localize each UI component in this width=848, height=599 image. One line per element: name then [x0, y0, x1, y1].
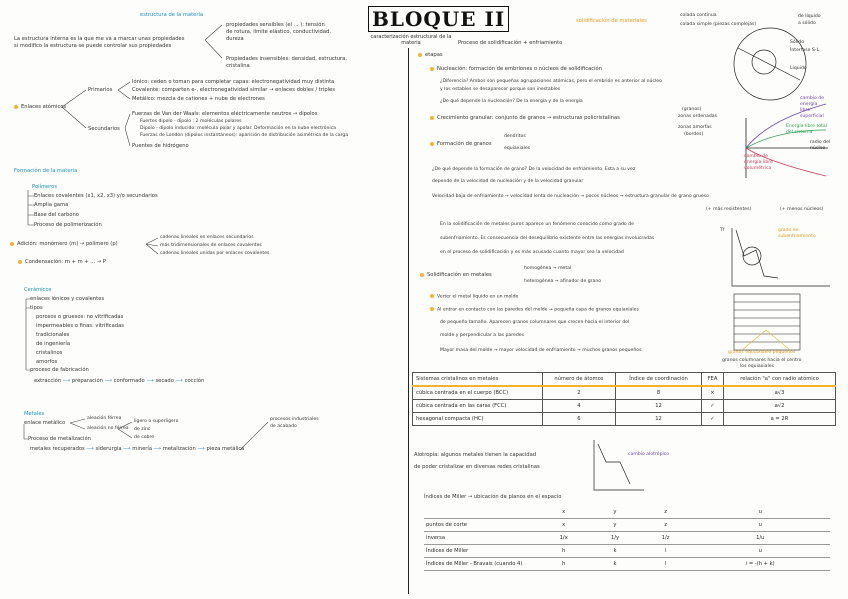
- paso-secado: secado: [155, 378, 174, 384]
- nucleus-diagram: [734, 28, 806, 100]
- connector-enlaces: [62, 90, 86, 128]
- table-row: cúbica centrada en las caras (FCC) 4 12 ✓ a√2: [413, 400, 836, 413]
- connector-adicion: [146, 238, 158, 254]
- label-columnares-1: granos columnares hacia el centro: [722, 358, 802, 363]
- metales-heterogenea: heterogénea → afinador de grano: [524, 279, 602, 284]
- polimeros-proceso: Proceso de polimerización: [34, 222, 102, 228]
- connector-propiedades: [205, 25, 222, 58]
- adicion-branch-2: más tridimensionales de enlaces covalentes: [160, 243, 262, 248]
- primarios-label: Primarios: [88, 87, 113, 93]
- polimeros-enlaces: Enlaces covalentes (x1, x2, x3) y/o secundarios: [34, 193, 158, 199]
- miller-heading: Índices de Miller → ubicación de planos en el espacio: [424, 494, 562, 500]
- primarios-covalente: Covalente: comparten e-, electronegatividad similar → enlaces dobles / triples: [132, 87, 335, 93]
- solid-result-1: de líquido: [798, 14, 821, 19]
- polimeros-heading: Polímeros: [32, 184, 58, 190]
- formacion-dendritos: dendritos: [504, 134, 526, 139]
- nucleacion-q-2: y los estables se desaparecer porque son inestables: [440, 87, 561, 92]
- secundarios-label: Secundarios: [88, 126, 120, 132]
- table-row: Índices de Miller h k l u: [424, 545, 830, 558]
- metales-heading: Metales: [24, 411, 45, 417]
- solid-branch-continua: colada continua: [680, 13, 717, 18]
- miller-table: [424, 506, 830, 571]
- label-interfase: Interfase S-L: [790, 48, 820, 53]
- metales-ligero: ligero o superligero: [134, 419, 179, 424]
- mold-diagram: [734, 294, 800, 350]
- metales-no-ferrea: aleación no férrea: [87, 426, 129, 431]
- formacion-heading: Formación de la materia: [14, 168, 78, 174]
- label-radio-2: núcleo: [810, 146, 826, 151]
- puentes-hidrogeno: Puentes de hidrógeno: [132, 143, 189, 149]
- ceramicos-heading: Cerámicos: [24, 287, 52, 293]
- label-cambio-vol-2: energía libre: [744, 160, 773, 165]
- label-columnares-2: los equiaxiales: [740, 364, 774, 369]
- table-header: número de átomos: [542, 373, 615, 387]
- paso-coccion: cocción: [184, 378, 205, 384]
- secundarios-inducido: Dipolo - dipolo inducido: molécula polar y apolar. Deformación en la nube electrónica: [140, 126, 336, 131]
- connector-ceramicos: [26, 299, 30, 370]
- adicion-branch-3: cadenas lineales unidas por enlaces covalentes: [160, 251, 270, 256]
- nucleacion: Nucleación: formación de embriones o núcleos de solidificación: [430, 66, 602, 73]
- table-header-row: x y z u: [424, 506, 830, 519]
- alotropia-2: de poder cristalizar en diversas redes cristalinas: [414, 464, 540, 470]
- subenfriamiento-1: En la solidificación de metales puros aparece un fenómeno conocido como grado de: [440, 222, 634, 227]
- enlaces-label: Enlaces atómicos: [14, 104, 66, 111]
- prop-sensibles-2: de rotura, límite elástico, conductividad,: [226, 29, 331, 35]
- paso-conformado: conformado: [113, 378, 145, 384]
- secundarios-vdw: Fuerzas de Van der Waals: elementos eléctricamente neutros → dipolos: [132, 111, 318, 117]
- solid-result-2: a sólido: [798, 21, 816, 26]
- metales-zinc: de zinc: [134, 427, 151, 432]
- prop-insensibles-1: Propiedades insensibles: densidad, estructura,: [226, 56, 348, 62]
- connector-aleaciones: [118, 422, 132, 438]
- ceramicos-proceso: proceso de fabricación: [30, 367, 89, 373]
- label-solido: Sólido: [790, 40, 805, 45]
- metales-industriales-1: procesos industriales: [270, 417, 319, 422]
- prop-sensibles-1: propiedades sensibles (el ... ): tensión: [226, 22, 325, 28]
- cambio-alotropico: cambio alotrópico: [628, 452, 670, 457]
- formacion-equiaxiales: equiaxiales: [504, 146, 531, 151]
- connector-metales: [24, 419, 85, 439]
- primarios-ionico: Iónico: ceden o toman para completar capas: electronegatividad muy distinta: [132, 79, 335, 85]
- crecimiento-ordenadas: zonas ordenadas: [678, 114, 718, 119]
- prop-sensibles-3: dureza: [226, 36, 244, 42]
- label-cambio-energia-1: cambio de: [800, 96, 825, 101]
- ceramicos-tradicionales: tradicionales: [36, 332, 70, 338]
- table-row: inversa 1/x 1/y 1/z 1/u: [424, 532, 830, 545]
- crecimiento-bordes: (bordes): [684, 132, 704, 137]
- intro-line-1: La estructura interna es la que me va a marcar unas propiedades: [14, 36, 185, 42]
- label-cambio-vol-3: volumétrica: [744, 166, 772, 171]
- intro-line-2: si modifico la estructura se puede controlar sus propiedades: [14, 43, 172, 49]
- secundarios-london: Fuerzas de London (dipolos instantáneos): aparición de distribución asimétrica de la carga: [140, 133, 349, 138]
- grano-q-2: depende de la velocidad de nucleación y de la velocidad granular: [432, 179, 584, 184]
- polimeros-carbono: Base del carbono: [34, 212, 79, 218]
- connector-primarios: [118, 82, 130, 99]
- nucleacion-q2: ¿De qué depende la nucleación? De la energía y de la energía: [440, 99, 583, 104]
- polimeros-gama: Amplia gama: [34, 202, 69, 208]
- molde-point-4: molde y perpendicular a las paredes: [440, 333, 524, 338]
- nucleacion-q-1: ¿Diferencia? Ambos son pequeñas agrupaciones atómicas, pero el embrión es anterior al núcleo: [440, 79, 662, 84]
- condensacion-line: Condensación: m + m + ... → P: [18, 259, 106, 266]
- ceramicos-amorfos: amorfos: [36, 359, 58, 365]
- table-row: puntos de corte x y z u: [424, 519, 830, 532]
- adicion-branch-1: cadenas lineales en enlaces secundarios: [160, 235, 254, 240]
- page-title: BLOQUE II: [368, 6, 509, 32]
- label-grado-sub-1: grado de: [778, 228, 799, 233]
- table-row: hexagonal compacta (HC) 6 12 ✓ a = 2R: [413, 413, 836, 426]
- left-connectors: [0, 0, 408, 599]
- prop-insensibles-2: cristalina: [226, 63, 250, 69]
- crecimiento-amorfas: zonas amorfas: [678, 125, 712, 130]
- ceramicos-porosos: porosos o gruesos: no vitrificadas: [36, 314, 124, 320]
- label-cambio-energia-4: superficial: [800, 114, 824, 119]
- label-cambio-vol-1: cambio de: [744, 154, 769, 159]
- label-cambio-energia-2: energía: [800, 102, 818, 107]
- paso-extraccion: extracción: [34, 378, 62, 384]
- ceramicos-tipos: tipos: [30, 305, 43, 311]
- label-liquido: Líquido: [790, 66, 807, 71]
- metales-industriales-2: de acabado: [270, 424, 297, 429]
- molde-point-3: de pequeño tamaño. Aparecen granos columnares que crecen hacia el interior del: [440, 320, 630, 325]
- label-energia-total-2: del sistema: [786, 130, 813, 135]
- label-equiaxiales: granos equiaxiales pequeños: [728, 350, 796, 355]
- label-radio-1: radio del: [810, 140, 831, 145]
- label-grado-sub-2: subenfriamiento: [778, 234, 816, 239]
- connector-industriales: [240, 422, 268, 450]
- table-header: relación "a" con radio atómico: [723, 373, 835, 387]
- allotropy-curve: [594, 440, 644, 490]
- ceramicos-ingenieria: de ingeniería: [36, 341, 71, 347]
- subenfriamiento-3: en el proceso de solidificación y es más acusado cuanto mayor sea la velocidad: [440, 250, 624, 255]
- ceramicos-finas: impermeables o finas: vitrificadas: [36, 323, 124, 329]
- connector-secundarios: [125, 114, 130, 146]
- ceramicos-proceso-flow: extracción ⟶ preparación ⟶ conformado ⟶ secado ⟶ cocción: [34, 378, 205, 384]
- metales-ferrea: aleación férrea: [87, 416, 122, 421]
- velocidad-note-1: (+ más resistentes): [706, 207, 752, 212]
- label-tf: Tf: [720, 228, 725, 233]
- table-row: cúbica centrada en el cuerpo (BCC) 2 8 × a√3: [413, 386, 836, 400]
- page-subtitle: caracterización estructural de la materia: [370, 34, 452, 46]
- label-cambio-energia-3: libre: [800, 108, 811, 113]
- table-header: Índice de coordinación: [616, 373, 702, 387]
- table-header-row: [413, 373, 836, 387]
- paso-preparacion: preparación: [71, 378, 103, 384]
- connector-polimeros: [28, 190, 34, 225]
- metales-enlace: enlace metálico: [24, 420, 66, 426]
- crecimiento: Crecimiento granular: conjunto de granos → estructuras policristalinas: [430, 115, 620, 122]
- metales-proceso: Proceso de metalización: [28, 436, 91, 442]
- crecimiento-granos: (granos): [682, 107, 702, 112]
- metales-cobre: de cobre: [134, 435, 155, 440]
- molde-point-1: Verter el metal líquido en un molde: [430, 294, 518, 301]
- proceso-heading: Proceso de solidificación + enfriamiento: [458, 40, 563, 46]
- etapas-label: etapas: [418, 52, 443, 59]
- crystal-systems-table: [412, 372, 836, 426]
- metales-solid: Solidificación en metales: [420, 272, 492, 279]
- velocidad: Velocidad baja de enfriamiento → velocidad lenta de nucleación → pocos núcleos → estructura granular de grano grueso: [432, 194, 709, 199]
- ceramicos-cristalinos: cristalinos: [36, 350, 63, 356]
- metales-homogenea: homogénea → metal: [524, 266, 572, 271]
- table-header: Sistemas cristalinos en metales: [413, 373, 543, 387]
- ceramicos-enlaces: enlaces iónicos y covalentes: [30, 296, 105, 302]
- secundarios-dipolo: Fuertes dipolo - dipolo : 2 moléculas polares: [140, 119, 242, 124]
- velocidad-note-2: (+ menos núcleos): [780, 207, 824, 212]
- molde-point-2: Al entrar en contacto con las paredes del molde → pequeña capa de granos equiaxiales: [430, 307, 639, 314]
- table-row: Índices de Miller - Bravais (cuando 4) h k l i = -(h + k): [424, 558, 830, 571]
- adicion-line: Adición: monómero (m) → polímero (p): [10, 241, 118, 248]
- table-header: FEA: [701, 373, 723, 387]
- primarios-metalico: Metálico: mezcla de cationes + nube de electrones: [132, 96, 265, 102]
- estructura-heading: estructura de la materia: [140, 12, 204, 18]
- molde-point-5: Mayor masa del molde → mayor velocidad de enfriamiento → muchos granos pequeños: [440, 348, 642, 353]
- label-energia-total-1: Energía libre total: [786, 124, 827, 129]
- solidificacion-heading: solidificación de materiales: [576, 18, 647, 24]
- formacion-granos: Formación de granos: [430, 141, 492, 148]
- grano-q-1: ¿De qué depende la formación de grano? De la velocidad de enfriamiento. Esta a su vez: [432, 167, 636, 172]
- metales-proceso-flow: metales recuperados ⟶ siderurgia ⟶ minería ⟶ metalización ⟶ pieza metálica: [30, 446, 245, 452]
- alotropia-1: Alotropía: algunos metales tienen la capacidad: [414, 452, 537, 458]
- solid-branch-simple: colada simple (piezas complejas): [680, 22, 757, 27]
- subenfriamiento-2: subenfriamiento. Es consecuencia del desequilibrio existente entre las energías involucradas: [440, 236, 655, 241]
